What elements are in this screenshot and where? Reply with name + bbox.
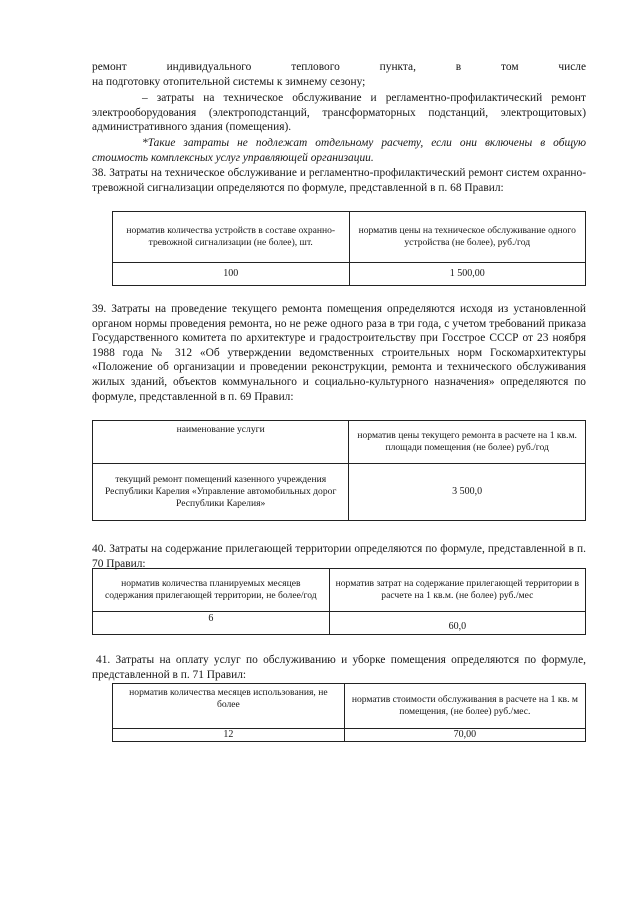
section-39-text: 39. Затраты на проведение текущего ремонта помещения определяются исходя из установленной органом нормы проведения ремонта, но не реже одного раза в три года, с учетом требований приказа Государственного комитета по архитектуре и градостроительству при Госстрое СССР от 23 ноября 1988 года № 312 «Об утверждении ведомственных строительных норм Госкомархитектуры «Положение об организации и проведении реконструкции, ремонта и технического обслуживания жилых зданий, объектов коммунального и социально-культурного назначения» определяются по формуле, представленной в п. 69 Правил: — [92, 303, 586, 403]
intro-line-b: на подготовку отопительной системы к зимнему сезону; — [92, 76, 366, 88]
table-41-header-2: норматив стоимости обслуживания в расчете на 1 кв. м помещения, (не более) руб./мес. — [344, 684, 585, 729]
table-38-header-1: норматив количества устройств в составе охранно-тревожной сигнализации (не более), шт. — [113, 212, 350, 263]
table-41-header-1: норматив количества месяцев использования, не более — [113, 684, 345, 729]
table-39-value-1: текущий ремонт помещений казенного учреждения Республики Карелия «Управление автомобильных дорог Республики Карелия» — [93, 464, 349, 521]
table-39 — [92, 420, 586, 521]
section-38-text: 38. Затраты на техническое обслуживание и регламентно-профилактический ремонт систем охранно-тревожной сигнализации определяются по формуле, представленной в п. 68 Правил: — [92, 167, 586, 194]
section-41-text: 41. Затраты на оплату услуг по обслуживанию и уборке помещения определяются по формуле, представленной в п. 71 Правил: — [92, 654, 586, 681]
table-40 — [92, 568, 586, 635]
table-41-value-1: 12 — [113, 729, 345, 742]
table-38-value-1: 100 — [113, 263, 350, 286]
table-38-header-2: норматив цены на техническое обслуживание одного устройства (не более), руб./год — [349, 212, 586, 263]
intro-line-a: ремонт индивидуального теплового пункта, в том числе — [92, 61, 586, 73]
table-39-header-1: наименование услуги — [93, 421, 349, 464]
table-41-value-2: 70,00 — [344, 729, 585, 742]
intro-note: *Такие затраты не подлежат отдельному расчету, если они включены в общую стоимость комплексных услуг управляющей организации. — [92, 137, 586, 164]
section-40-text: 40. Затраты на содержание прилегающей территории определяются по формуле, представленной в п. 70 Правил: — [92, 543, 586, 570]
table-40-value-1: 6 — [93, 612, 330, 635]
table-38 — [112, 211, 586, 286]
table-39-value-2: 3 500,0 — [349, 464, 586, 521]
table-40-header-1: норматив количества планируемых месяцев содержания прилегающей территории, не более/год — [93, 569, 330, 612]
table-39-header-2: норматив цены текущего ремонта в расчете на 1 кв.м. площади помещения (не более) руб./год — [349, 421, 586, 464]
table-38-value-2: 1 500,00 — [349, 263, 586, 286]
table-41 — [112, 683, 586, 742]
intro-bullet: – затраты на техническое обслуживание и регламентно-профилактический ремонт электрооборудования (электроподстанций, трансформаторных подстанций, электрощитовых) административного здания (помещения). — [92, 92, 586, 134]
table-40-value-2: 60,0 — [329, 612, 585, 635]
table-40-header-2: норматив затрат на содержание прилегающей территории в расчете на 1 кв.м. (не более) руб./мес — [329, 569, 585, 612]
